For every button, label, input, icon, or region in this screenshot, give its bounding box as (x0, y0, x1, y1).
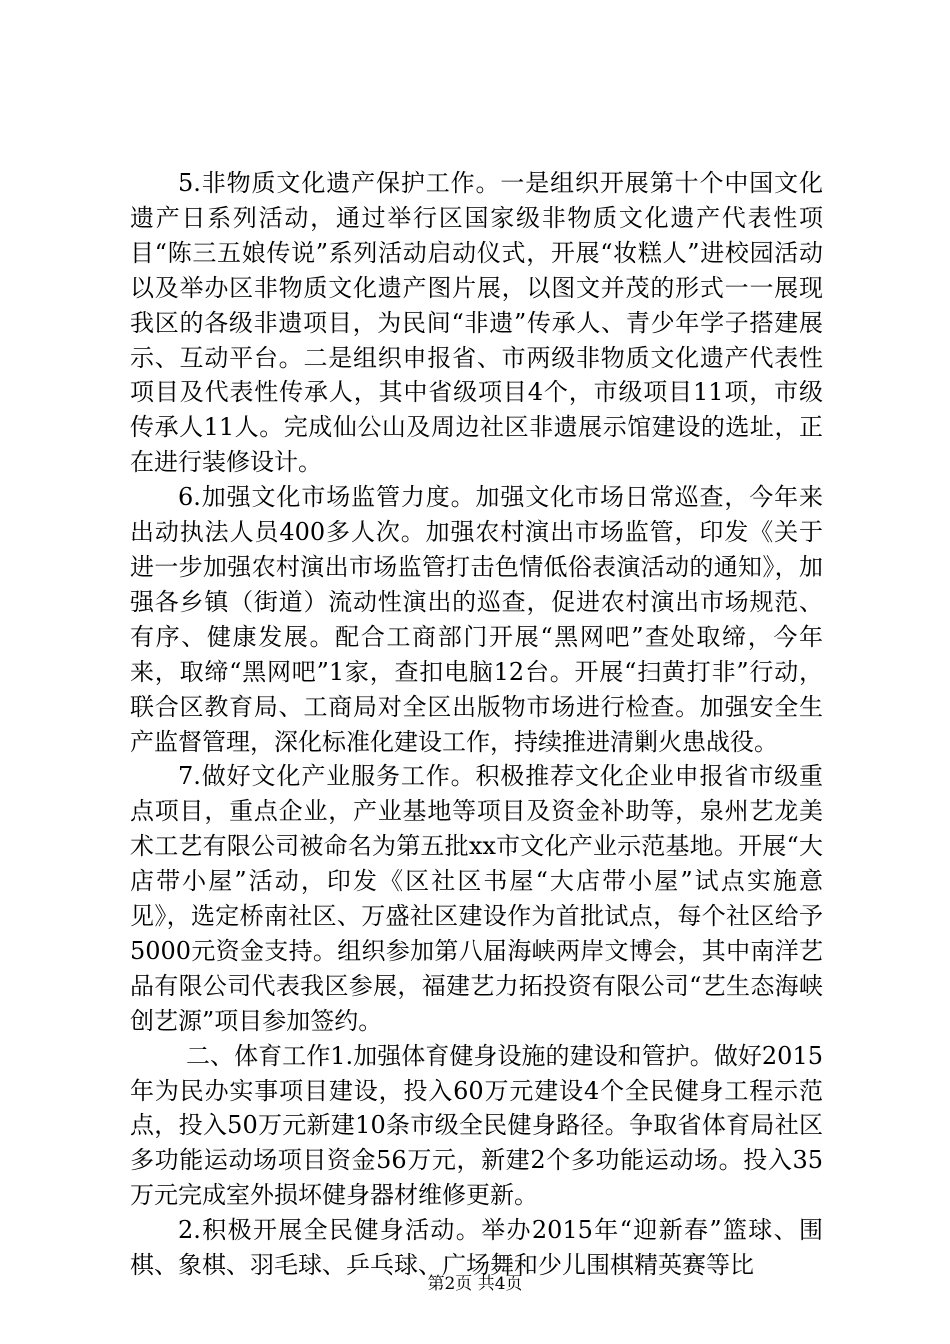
paragraph-intangible-heritage: 5.非物质文化遗产保护工作。一是组织开展第十个中国文化遗产日系列活动，通过举行区国家级非物质文化遗产代表性项目“陈三五娘传说”系列活动启动仪式，开展“妆糕人”进校园活动以及举办区非物质文化遗产图片展，以图文并茂的形式一一展现我区的各级非遗项目，为民间“非遗”传承人、青少年学子搭建展示、互动平台。二是组织申报省、市两级非物质文化遗产代表性项目及代表性传承人，其中省级项目4个，市级项目11项，市级传承人11人。完成仙公山及周边社区非遗展示馆建设的选址，正在进行装修设计。 (130, 169, 823, 477)
page-number-footer: 第2页 共4页 (427, 1274, 523, 1294)
paragraph-market-supervision: 6.加强文化市场监管力度。加强文化市场日常巡查，今年来出动执法人员400多人次。加强农村演出市场监管，印发《关于进一步加强农村演出市场监管打击色情低俗表演活动的通知》，加强各乡镇（街道）流动性演出的巡查，促进农村演出市场规范、有序、健康发展。配合工商部门开展“黑网吧”查处取缔，今年来，取缔“黑网吧”1家，查扣电脑12台。开展“扫黄打非”行动，联合区教育局、工商局对全区出版物市场进行检查。加强安全生产监督管理，深化标准化建设工作，持续推进清剿火患战役。 (130, 483, 823, 756)
paragraph-cultural-industry: 7.做好文化产业服务工作。积极推荐文化企业申报省市级重点项目，重点企业，产业基地等项目及资金补助等，泉州艺龙美术工艺有限公司被命名为第五批xx市文化产业示范基地。开展“大店带小屋”活动，印发《区社区书屋“大店带小屋”试点实施意见》，选定桥南社区、万盛社区建设作为首批试点，每个社区给予5000元资金支持。组织参加第八届海峡两岸文博会，其中南洋艺品有限公司代表我区参展，福建艺力拓投资有限公司“艺生态海峡创艺源”项目参加签约。 (130, 762, 823, 1035)
paragraph-sports-facilities: 二、体育工作1.加强体育健身设施的建设和管护。做好2015年为民办实事项目建设，投入60万元建设4个全民健身工程示范点，投入50万元新建10条市级全民健身路径。争取省体育局社区多功能运动场项目资金56万元，新建2个多功能运动场。投入35万元完成室外损坏健身器材维修更新。 (130, 1041, 823, 1210)
document-body (130, 166, 823, 1283)
paragraph-fitness-activities: 2.积极开展全民健身活动。举办2015年“迎新春”篮球、围棋、象棋、羽毛球、乒乓球、广场舞和少儿围棋精英赛等比 (130, 1216, 823, 1280)
